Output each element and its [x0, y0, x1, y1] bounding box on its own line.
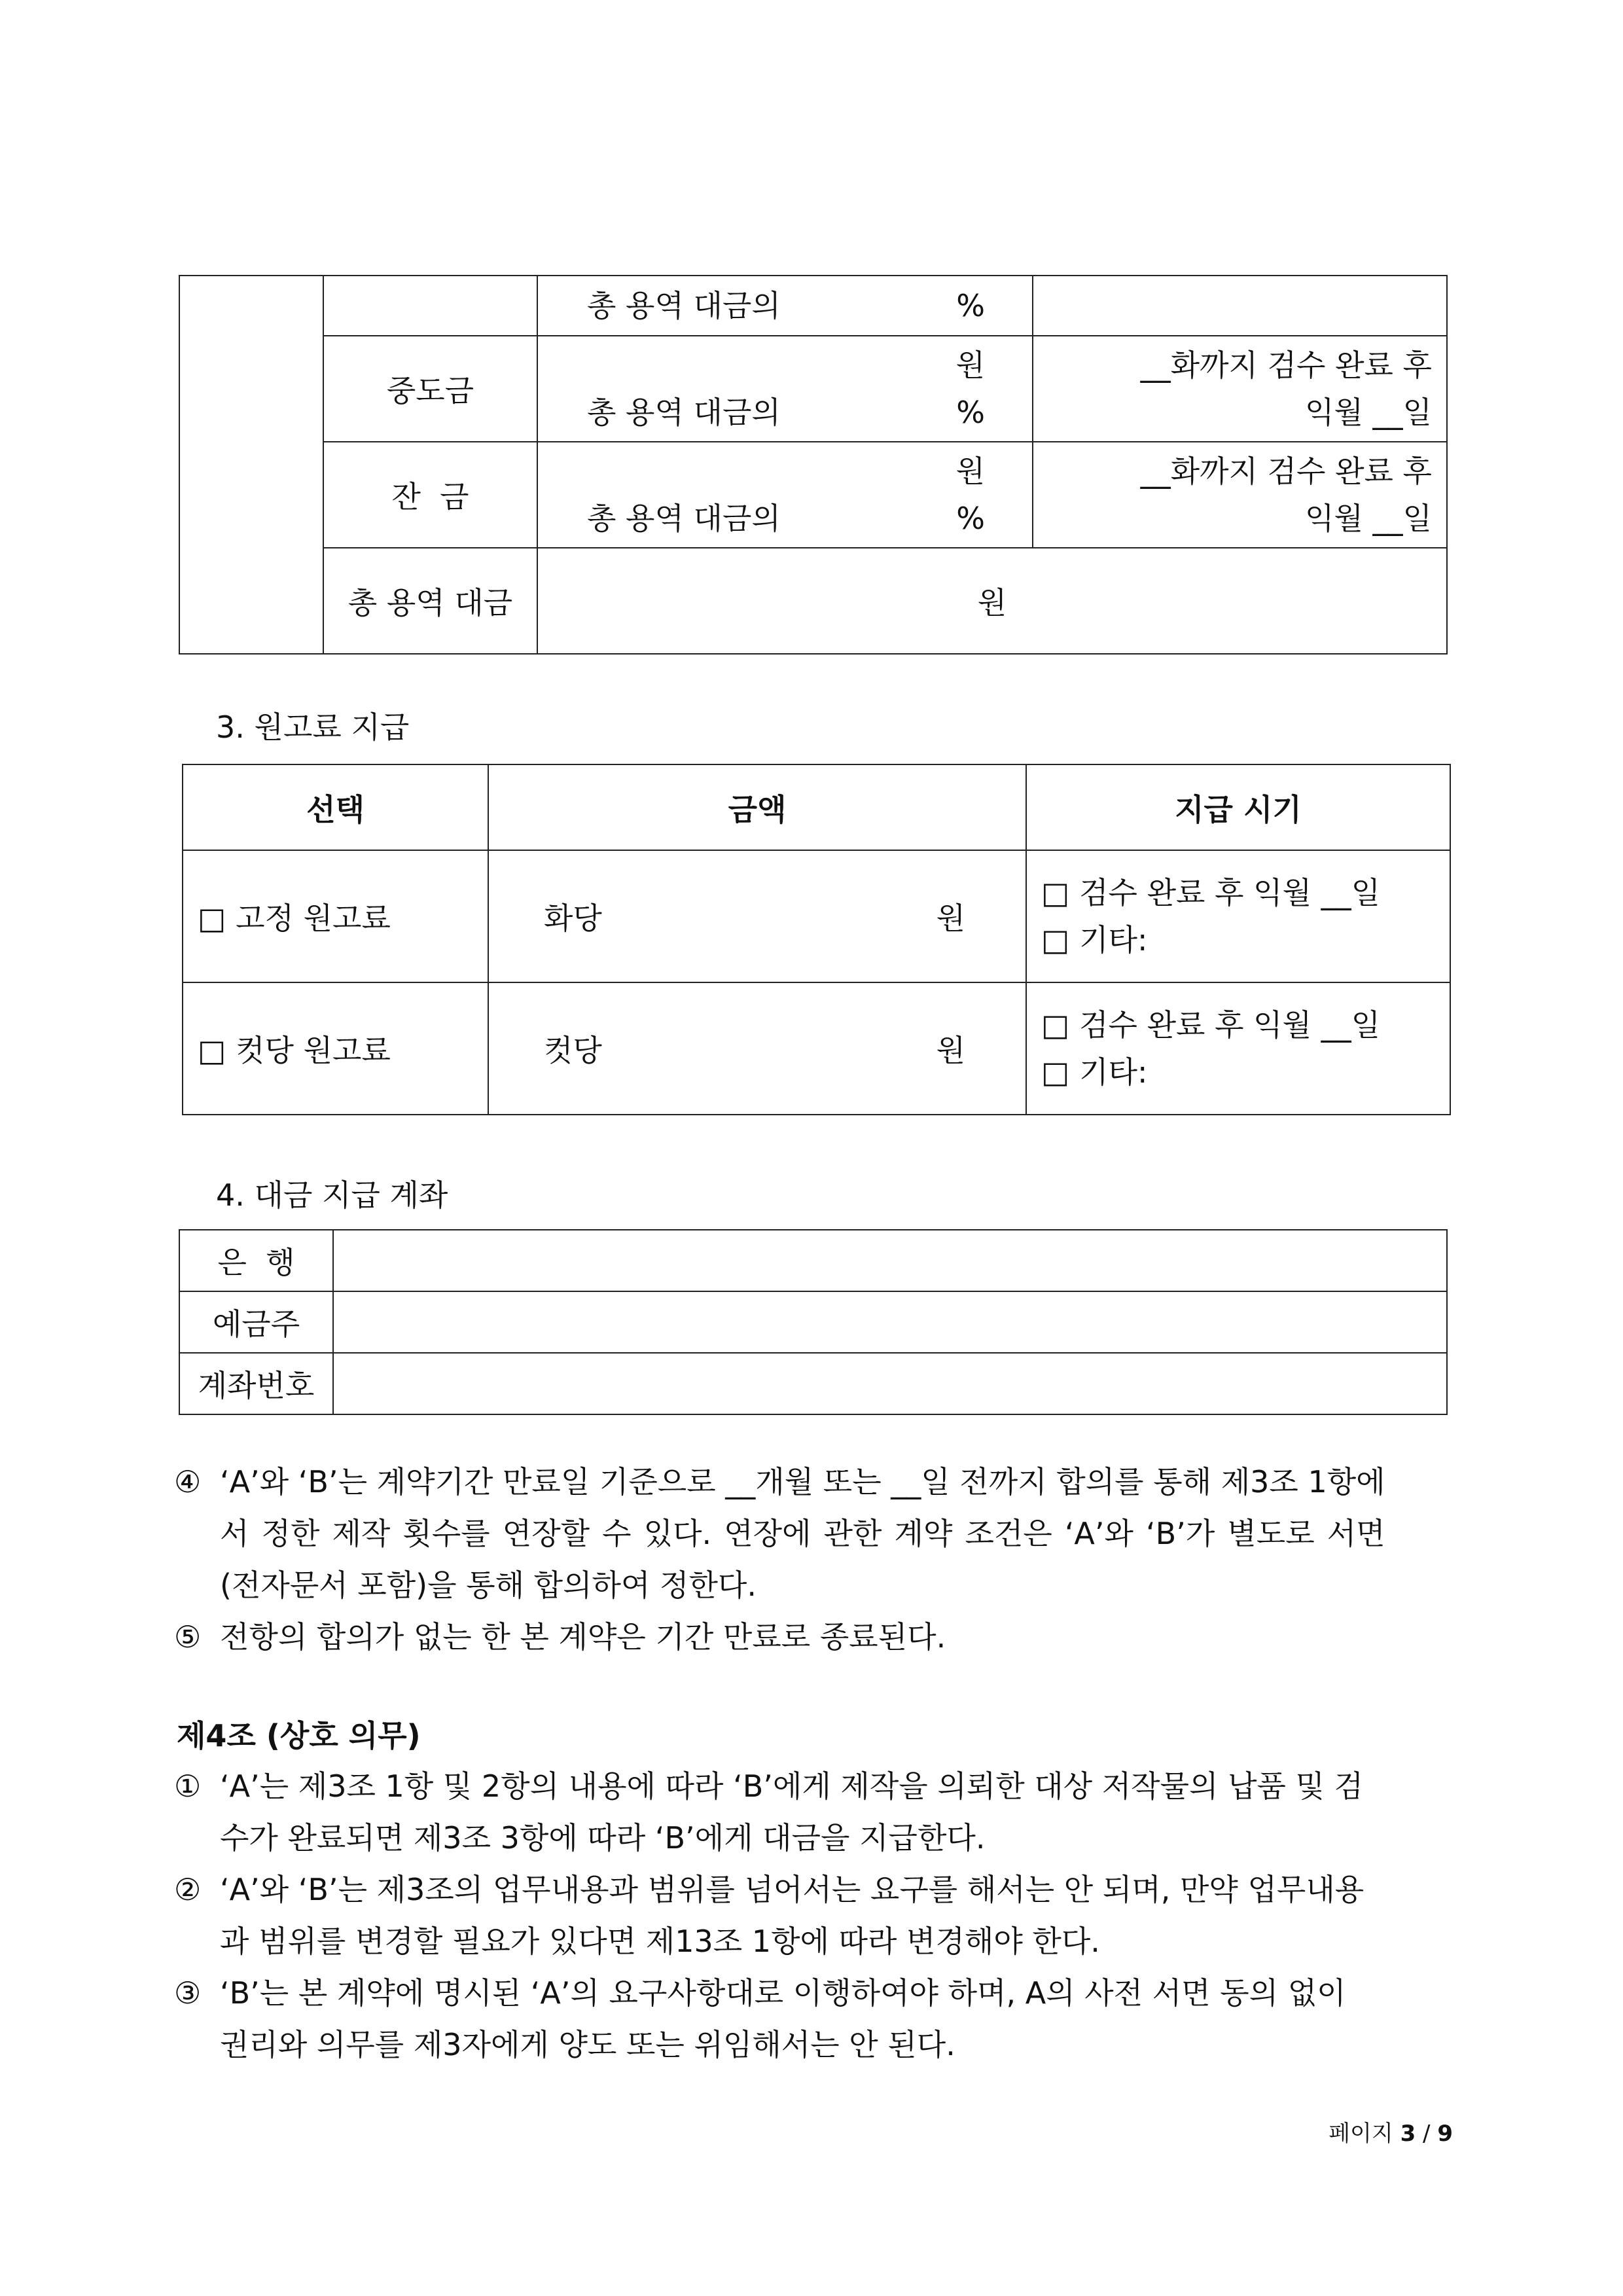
per-cut-fee-option[interactable]: □ 컷당 원고료 — [183, 982, 488, 1115]
clause-line: ‘A’와 ‘B’는 제3조의 업무내용과 범위를 넘어서는 요구를 해서는 안 되며, 만약 업무내용 — [220, 1872, 1364, 1907]
article-4-clauses — [174, 1761, 1457, 2071]
clause-line: ‘A’는 제3조 1항 및 2항의 내용에 따라 ‘B’에게 제작을 의뢰한 대상 저작물의 납품 및 검 — [220, 1768, 1364, 1804]
article-4-clause-1 — [174, 1761, 1457, 1864]
total-won: 원 — [537, 548, 1447, 654]
table-row — [183, 982, 1450, 1115]
table-left-merged-cell — [179, 276, 323, 654]
won-unit: 원 — [955, 454, 985, 489]
interim-amount-cell — [537, 336, 1033, 442]
balance-schedule-cell — [1033, 442, 1447, 548]
clause-5 — [174, 1611, 1457, 1663]
clause-line: 권리와 의무를 제3자에게 양도 또는 위임해서는 안 된다. — [220, 2027, 955, 2062]
partial-amount-cell — [537, 276, 1033, 336]
header-amount: 금액 — [488, 764, 1026, 850]
amount-text: 총 용역 대금의 — [587, 501, 781, 536]
clauses-top — [174, 1456, 1457, 1663]
article-4-title: 제4조 (상호 의무) — [177, 1718, 421, 1753]
total-pages: 9 — [1437, 2121, 1453, 2147]
total-label: 총 용역 대금 — [323, 548, 537, 654]
clause-line: 수가 완료되면 제3조 3항에 따라 ‘B’에게 대금을 지급한다. — [220, 1820, 986, 1856]
timing-other-checkbox[interactable]: □ 기타: — [1041, 1054, 1148, 1090]
page-footer — [1329, 2115, 1453, 2147]
payment-schedule-table — [179, 275, 1448, 655]
timing-cell — [1026, 982, 1450, 1115]
timing-cell — [1026, 850, 1450, 982]
bank-field[interactable] — [333, 1230, 1447, 1291]
clause-line: 전항의 합의가 없는 한 본 계약은 기간 만료로 종료된다. — [220, 1619, 946, 1655]
percent-sign: % — [956, 501, 985, 536]
interim-label: 중도금 — [323, 336, 537, 442]
page-label: 페이지 — [1329, 2121, 1393, 2147]
clause-4 — [174, 1456, 1457, 1611]
schedule-line: __화까지 검수 완료 후 — [1140, 454, 1432, 489]
won-unit: 원 — [936, 901, 965, 936]
won-unit: 원 — [955, 348, 985, 383]
account-holder-field[interactable] — [333, 1291, 1447, 1353]
fixed-fee-option[interactable]: □ 고정 원고료 — [183, 850, 488, 982]
current-page: 3 — [1400, 2121, 1416, 2147]
timing-option-checkbox[interactable]: □ 검수 완료 후 익월 __일 — [1041, 1007, 1381, 1043]
amount-unit: 화당 — [544, 901, 602, 936]
account-number-field[interactable] — [333, 1353, 1447, 1414]
clause-number: ④ — [174, 1464, 202, 1499]
clause-line: ‘A’와 ‘B’는 계약기간 만료일 기준으로 __개월 또는 __일 전까지 합의를 통해 제3조 1항에 — [220, 1464, 1385, 1499]
empty-schedule-cell — [1033, 276, 1447, 336]
header-select: 선택 — [183, 764, 488, 850]
clause-line: 서 정한 제작 횟수를 연장할 수 있다. 연장에 관한 계약 조건은 ‘A’와 ‘B’가 별도로 서면 — [220, 1516, 1385, 1551]
clause-number: ① — [174, 1768, 202, 1804]
balance-amount-cell — [537, 442, 1033, 548]
clause-number: ③ — [174, 1975, 202, 2011]
amount-cell — [488, 982, 1026, 1115]
bank-account-table — [179, 1229, 1448, 1415]
percent-sign: % — [956, 288, 985, 323]
article-4-clause-3 — [174, 1967, 1457, 2071]
balance-label: 잔 금 — [323, 442, 537, 548]
page-separator: / — [1423, 2121, 1431, 2147]
timing-option-checkbox[interactable]: □ 검수 완료 후 익월 __일 — [1041, 875, 1381, 910]
clause-line: (전자문서 포함)을 통해 합의하여 정한다. — [220, 1568, 757, 1603]
clause-line: ‘B’는 본 계약에 명시된 ‘A’의 요구사항대로 이행하여야 하며, A의 사전 서면 동의 없이 — [220, 1975, 1346, 2011]
empty-label-cell — [323, 276, 537, 336]
interim-schedule-cell — [1033, 336, 1447, 442]
percent-sign: % — [956, 395, 985, 430]
section-3-title: 3. 원고료 지급 — [216, 709, 410, 745]
clause-number: ⑤ — [174, 1619, 202, 1655]
amount-text: 총 용역 대금의 — [587, 288, 781, 323]
clause-number: ② — [174, 1872, 202, 1907]
amount-text: 총 용역 대금의 — [587, 395, 781, 430]
won-unit: 원 — [936, 1033, 965, 1068]
schedule-line: 익월 __일 — [1305, 501, 1432, 536]
clause-line: 과 범위를 변경할 필요가 있다면 제13조 1항에 따라 변경해야 한다. — [220, 1924, 1100, 1959]
account-number-label: 계좌번호 — [179, 1353, 333, 1414]
header-timing: 지급 시기 — [1026, 764, 1450, 850]
timing-other-checkbox[interactable]: □ 기타: — [1041, 922, 1148, 958]
bank-label: 은 행 — [179, 1230, 333, 1291]
manuscript-fee-table — [182, 764, 1451, 1115]
schedule-line: 익월 __일 — [1305, 395, 1432, 430]
article-4-clause-2 — [174, 1864, 1457, 1967]
schedule-line: __화까지 검수 완료 후 — [1140, 348, 1432, 383]
section-4-title: 4. 대금 지급 계좌 — [216, 1177, 448, 1213]
amount-unit: 컷당 — [544, 1033, 602, 1068]
table-row — [183, 850, 1450, 982]
account-holder-label: 예금주 — [179, 1291, 333, 1353]
amount-cell — [488, 850, 1026, 982]
